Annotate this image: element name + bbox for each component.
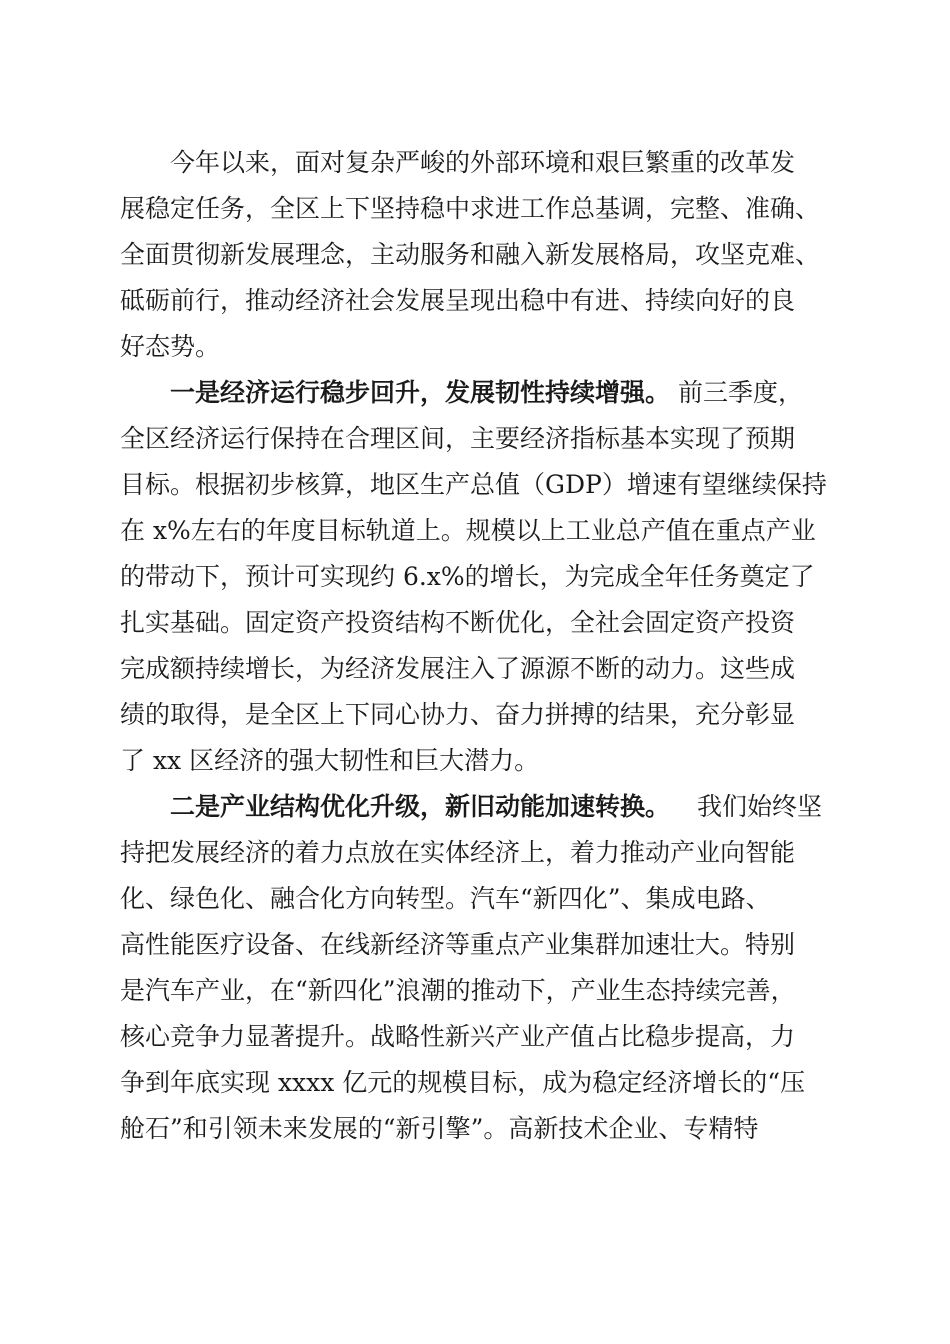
paragraph-2-line-2: 全区经济运行保持在合理区间，主要经济指标基本实现了预期 [120,424,796,453]
paragraph-3-heading: 二是产业结构优化升级，新旧动能加速转换。 [170,792,671,821]
paragraph-2-line-9: 了 xx 区经济的强大韧性和巨大潜力。 [120,746,540,775]
paragraph-3-line-6: 核心竞争力显著提升。战略性新兴产业产值占比稳步提高，力 [120,1022,796,1051]
paragraph-2-heading: 一是经济运行稳步回升，发展韧性持续增强。 [170,378,671,407]
paragraph-2-line-6: 扎实基础。固定资产投资结构不断优化，全社会固定资产投资 [120,608,796,637]
paragraph-3-line-3: 化、绿色化、融合化方向转型。汽车“新四化”、集成电路、 [120,884,771,913]
paragraph-1-line-3: 全面贯彻新发展理念，主动服务和融入新发展格局，攻坚克难、 [120,240,821,269]
paragraph-3-line-4: 高性能医疗设备、在线新经济等重点产业集群加速壮大。特别 [120,930,796,959]
paragraph-1-line-4: 砥砺前行，推动经济社会发展呈现出稳中有进、持续向好的良 [120,286,796,315]
paragraph-2-line-1-tail: 前三季度， [678,378,804,407]
paragraph-3-line-2: 持把发展经济的着力点放在实体经济上，着力推动产业向智能 [120,838,796,867]
paragraph-1-line-1: 今年以来，面对复杂严峻的外部环境和艰巨繁重的改革发 [170,148,796,177]
paragraph-1-line-5: 好态势。 [120,332,221,361]
paragraph-2-line-4: 在 x%左右的年度目标轨道上。规模以上工业总产值在重点产业 [120,516,816,545]
paragraph-1-line-2: 展稳定任务，全区上下坚持稳中求进工作总基调，完整、准确、 [120,194,821,223]
paragraph-2-line-8: 绩的取得，是全区上下同心协力、奋力拼搏的结果，充分彰显 [120,700,796,729]
paragraph-3-line-8: 舱石”和引领未来发展的“新引擎”。高新技术企业、专精特 [120,1114,759,1143]
paragraph-3-line-1-tail: 我们始终坚 [697,792,823,821]
paragraph-2-line-7: 完成额持续增长，为经济发展注入了源源不断的动力。这些成 [120,654,796,683]
paragraph-2-line-5: 的带动下，预计可实现约 6.x%的增长，为完成全年任务奠定了 [120,562,815,591]
paragraph-2-line-3: 目标。根据初步核算，地区生产总值（GDP）增速有望继续保持 [120,470,827,499]
paragraph-3-line-7: 争到年底实现 xxxx 亿元的规模目标，成为稳定经济增长的“压 [120,1068,806,1097]
paragraph-3-line-5: 是汽车产业，在“新四化”浪潮的推动下，产业生态持续完善， [120,976,796,1005]
